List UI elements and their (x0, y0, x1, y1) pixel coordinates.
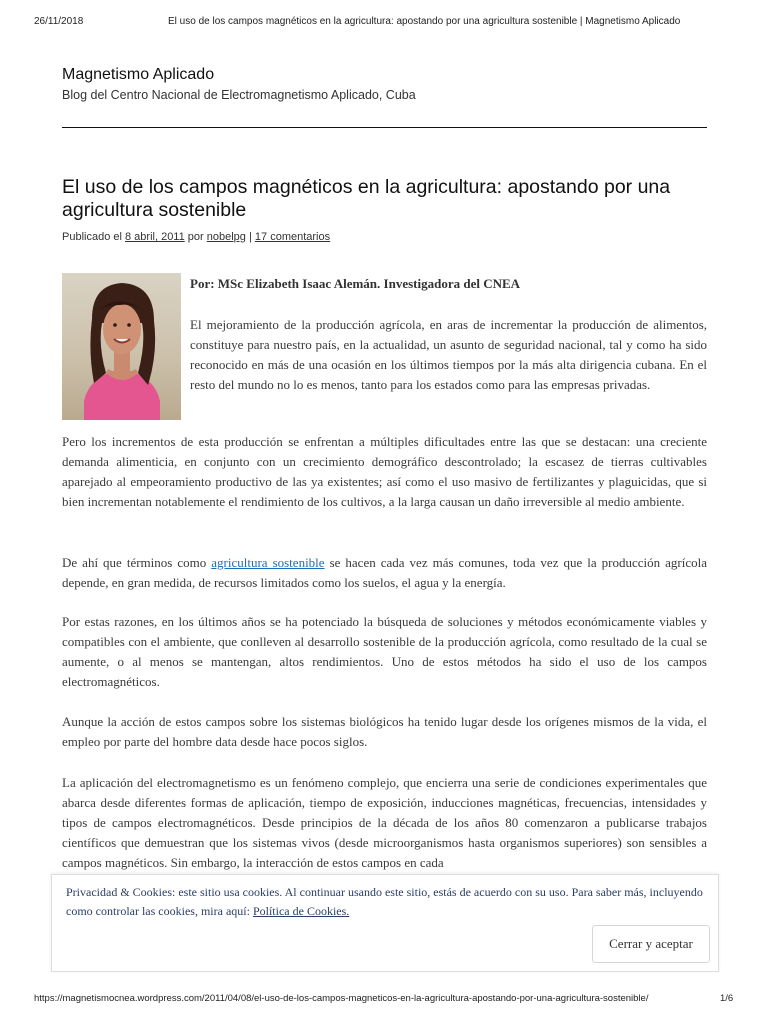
site-title[interactable]: Magnetismo Aplicado (62, 66, 215, 83)
author-photo (62, 273, 181, 420)
page-number: 1/6 (720, 993, 734, 1004)
article-paragraph: Por estas razones, en los últimos años se ha potenciado la búsqueda de soluciones y métodos económicamente viables y compatibles con el ambiente, que conlleven al desarrollo sostenible de la producción agrícola, como resultado de la cual se aumente, o al menos se mantengan, altos rendimientos. Uno de estos métodos ha sido el uso de los campos electromagnéticos. (62, 614, 707, 689)
print-date: 26/11/2018 (34, 16, 84, 27)
cookie-banner (51, 874, 719, 972)
article-byline: Por: MSc Elizabeth Isaac Alemán. Investigadora del CNEA (190, 276, 521, 291)
article-paragraph (62, 553, 707, 593)
meta-separator: | (248, 231, 252, 243)
paragraph-text: se hacen cada vez más comunes, toda vez que la producción agrícola depende, en gran medida, de recursos limitados como los suelos, el agua y la energía. (62, 555, 707, 590)
cookie-message: Privacidad & Cookies: este sitio usa cookies. Al continuar usando este sitio, estás de acuerdo con su uso. Para saber más, incluyendo como controlar las cookies, mira aquí: (66, 885, 703, 918)
published-label: Publicado el (62, 231, 122, 243)
cookie-policy-link[interactable]: Política de Cookies. (252, 904, 350, 918)
author-link[interactable]: nobelpg (206, 231, 246, 243)
site-description: Blog del Centro Nacional de Electromagnetismo Aplicado, Cuba (62, 88, 416, 102)
paragraph-text: De ahí que términos como (62, 555, 212, 570)
post-date-link[interactable]: 8 abril, 2011 (125, 231, 185, 243)
article-paragraph: Pero los incrementos de esta producción se enfrentan a múltiples dificultades entre las que se destacan: una creciente demanda alimenticia, en conjunto con un crecimiento demográfico descontrolado; la escasez de tierras cultivables aparejado al empeoramiento productivo de las ya existentes; así como el uso masivo de fertilizantes y plaguicidas, que si bien incrementan notablemente el rendimiento de los cultivos, a la larga causan un daño irreversible al medio ambiente. (62, 434, 707, 509)
print-url: https://magnetismocnea.wordpress.com/2011/04/08/el-uso-de-los-campos-magneticos-en-la-agricultura-apostando-por-una-agricultura-sostenible/ (34, 993, 649, 1004)
by-label: por (187, 231, 204, 243)
article-paragraph: La aplicación del electromagnetismo es un fenómeno complejo, que encierra una serie de condiciones experimentales que abarca desde diferentes formas de aplicación, tiempo de exposición, inducciones magnéticas, frecuencias, intensidades y tipos de campos electromagnéticos. Desde principios de la década de los años 80 comenzaron a publicarse trabajos científicos que demuestran que los sistemas vivos (desde microorganismos hasta organismos superiores) son sensibles a campos magnéticos. Sin embargo, la interacción de estos campos en cada (62, 775, 707, 870)
post-title: El uso de los campos magnéticos en la agricultura: apostando por una agricultura sostenible (62, 176, 671, 221)
cookie-notice-text (66, 883, 706, 921)
article-paragraph: Aunque la acción de estos campos sobre los sistemas biológicos ha tenido lugar desde los orígenes mismos de la vida, el empleo por parte del hombre data desde hace pocos siglos. (62, 714, 707, 749)
close-and-accept-button[interactable]: Cerrar y aceptar (592, 925, 710, 963)
sustainable-agriculture-link[interactable]: agricultura sostenible (211, 555, 325, 570)
comments-link[interactable]: 17 comentarios (254, 231, 331, 243)
print-document-title: El uso de los campos magnéticos en la agricultura: apostando por una agricultura sostenible | Magnetismo Aplicado (168, 16, 681, 27)
post-meta (62, 231, 330, 243)
header-divider (62, 127, 707, 128)
article-paragraph: El mejoramiento de la producción agrícola, en aras de incrementar la producción de alimentos, constituye para nuestro país, en la actualidad, un asunto de seguridad nacional, tal y como ha sido reconocido en más de una ocasión en los últimos tiempos por la más alta dirigencia cubana. En el resto del mundo no lo es menos, tanto para los estados como para las empresas privadas. (190, 317, 707, 392)
